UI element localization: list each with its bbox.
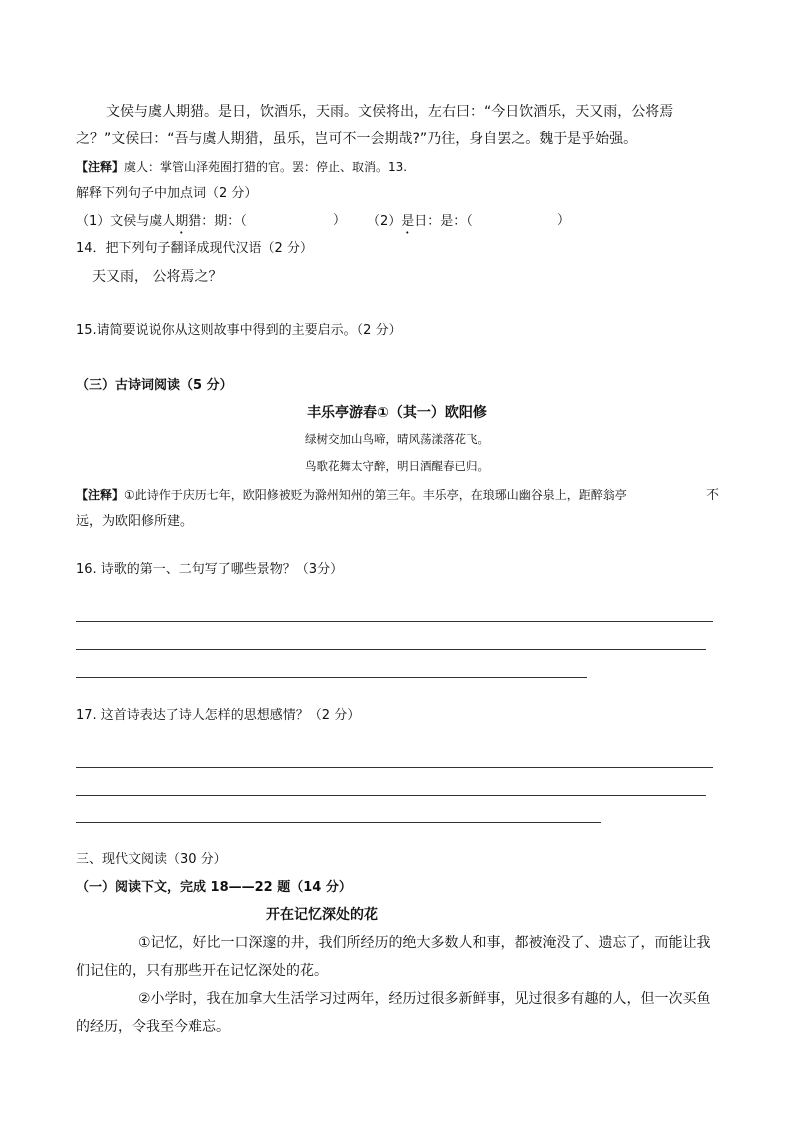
question-14-sentence: 天又雨， 公将焉之？ [92, 269, 223, 285]
annotation-2 [76, 489, 627, 501]
answer-line[interactable] [76, 677, 587, 678]
annotation-2-line-2: 远，为欧阳修所建。 [76, 514, 194, 529]
annotation-text: 虞人：掌管山泽苑囿打猎的官。罢：停止、取消。13. [124, 160, 408, 174]
answer-line[interactable] [76, 649, 706, 650]
question-13-title: 解释下列句子中加点词（2 分） [76, 186, 258, 201]
answer-blank-2-close: ） [557, 213, 571, 228]
poem-title: 丰乐亭游春①（其一）欧阳修 [307, 405, 487, 421]
annotation-2-tail: 不 [706, 488, 720, 503]
poem-line-2: 鸟歌花舞太守醉，明日酒醒春已归。 [305, 459, 489, 473]
question-17-title: 17. 这首诗表达了诗人怎样的思想感情？（2 分） [76, 708, 361, 723]
answer-line[interactable] [76, 822, 601, 823]
section-3-heading: （三）古诗词阅读（5 分） [76, 378, 233, 393]
dotted-word-qi: 期 [175, 214, 189, 229]
article-paragraph-2-line-1: ②小学时，我在加拿大生活学习过两年，经历过很多新鲜事，见过很多有趣的人，但一次买鱼 [138, 991, 711, 1007]
answer-blank-1-close: ） [333, 213, 347, 228]
poem-line-1: 绿树交加山鸟啼，晴风荡漾落花飞。 [305, 432, 489, 446]
question-14-title: 14．把下列句子翻译成现代汉语（2 分） [76, 241, 313, 256]
passage-line-1: 文侯与虞人期猎。是日，饮酒乐，天雨。文侯将出，左右曰：“今日饮酒乐，天又雨，公将焉 [106, 104, 674, 120]
answer-line[interactable] [76, 767, 713, 768]
passage-line-2: 之？”文侯曰：“吾与虞人期猎，虽乐，岂可不一会期哉?”乃往，身自罢之。魏于是乎始强。 [76, 131, 638, 147]
article-paragraph-2-line-2: 的经历，令我至今难忘。 [76, 1019, 230, 1035]
annotation-2-text: ①此诗作于庆历七年，欧阳修被贬为滁州知州的第三年。丰乐亭，在琅琊山幽谷泉上，距醉翁亭 [124, 488, 627, 502]
question-16-title: 16. 诗歌的第一、二句写了哪些景物？（3分） [76, 562, 344, 577]
question-13-item-1: （1）文侯与虞人期猎：期：（ [76, 214, 247, 229]
article-title: 开在记忆深处的花 [266, 907, 378, 923]
part-3-heading: 三、现代文阅读（30 分） [76, 852, 227, 867]
annotation-1 [76, 161, 407, 173]
dotted-word-shi: 是 [401, 214, 415, 229]
answer-line[interactable] [76, 795, 706, 796]
subsection-1-heading: （一）阅读下文，完成 18——22 题（14 分） [76, 880, 352, 895]
annotation-2-tag: 【注释】 [76, 488, 125, 502]
question-13-item-2: （2）是日：是：（ [367, 214, 473, 229]
article-paragraph-1-line-2: 们记住的，只有那些开在记忆深处的花。 [76, 963, 328, 979]
annotation-tag: 【注释】 [76, 160, 125, 174]
article-paragraph-1-line-1: ①记忆，好比一口深邃的井，我们所经历的绝大多数人和事，都被淹没了、遗忘了，而能让我 [138, 935, 711, 951]
question-15-title: 15.请简要说说你从这则故事中得到的主要启示。（2 分） [76, 323, 402, 338]
answer-line[interactable] [76, 621, 713, 622]
